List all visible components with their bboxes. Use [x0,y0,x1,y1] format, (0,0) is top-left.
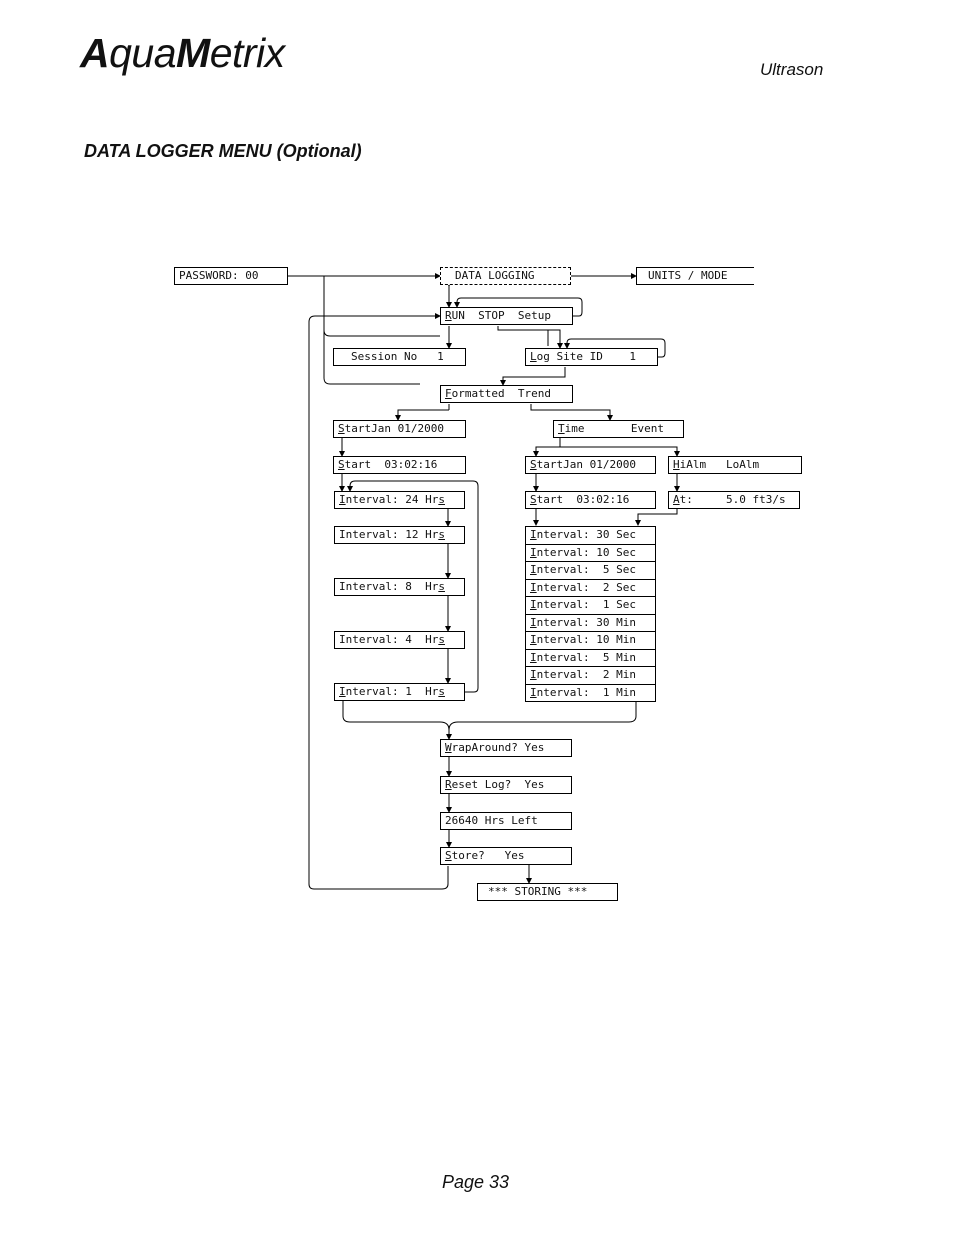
run-stop-setup-menu[interactable]: RUN STOP Setup [440,307,573,325]
reset-log-field[interactable]: Reset Log? Yes [440,776,572,794]
formatted-interval-8[interactable]: Interval: 8 Hrs [334,578,465,596]
data-logging-menu[interactable]: DATA LOGGING [440,267,571,285]
trend-time-event[interactable]: Time Event [553,420,684,438]
trend-interval-item[interactable]: Interval: 1 Min [525,684,656,703]
product-name: Ultrason [760,60,824,79]
formatted-start-date[interactable]: StartJan 01/2000 [333,420,466,438]
brand-logo: AquaMetrix [80,30,285,76]
session-no-field[interactable]: Session No 1 [333,348,466,366]
formatted-interval-1[interactable]: Interval: 1 Hrs [334,683,465,701]
log-site-id-field[interactable]: Log Site ID 1 [525,348,658,366]
storing-status: *** STORING *** [477,883,618,901]
trend-interval-item[interactable]: Interval: 10 Sec [525,544,656,563]
trend-start-date[interactable]: StartJan 01/2000 [525,456,656,474]
formatted-interval-24[interactable]: Interval: 24 Hrs [334,491,465,509]
section-title: DATA LOGGER MENU (Optional) [84,141,362,161]
password-field[interactable]: PASSWORD: 00 [174,267,288,285]
units-mode-menu[interactable]: UNITS / MODE [636,267,754,285]
trend-interval-item[interactable]: Interval: 5 Sec [525,561,656,580]
trend-interval-item[interactable]: Interval: 10 Min [525,631,656,650]
trend-interval-item[interactable]: Interval: 1 Sec [525,596,656,615]
trend-hialm-loalm[interactable]: HiAlm LoAlm [668,456,802,474]
wraparound-field[interactable]: WrapAround? Yes [440,739,572,757]
trend-alarm-at[interactable]: At: 5.0 ft3/s [668,491,800,509]
formatted-start-time[interactable]: Start 03:02:16 [333,456,466,474]
trend-start-time[interactable]: Start 03:02:16 [525,491,656,509]
trend-interval-item[interactable]: Interval: 5 Min [525,649,656,668]
formatted-trend-menu[interactable]: Formatted Trend [440,385,573,403]
trend-interval-item[interactable]: Interval: 2 Min [525,666,656,685]
trend-interval-item[interactable]: Interval: 30 Min [525,614,656,633]
formatted-interval-12[interactable]: Interval: 12 Hrs [334,526,465,544]
trend-interval-item[interactable]: Interval: 2 Sec [525,579,656,598]
store-field[interactable]: Store? Yes [440,847,572,865]
page-number: Page 33 [442,1172,510,1192]
hrs-left-display: 26640 Hrs Left [440,812,572,830]
formatted-interval-4[interactable]: Interval: 4 Hrs [334,631,465,649]
trend-interval-item[interactable]: Interval: 30 Sec [525,526,656,545]
